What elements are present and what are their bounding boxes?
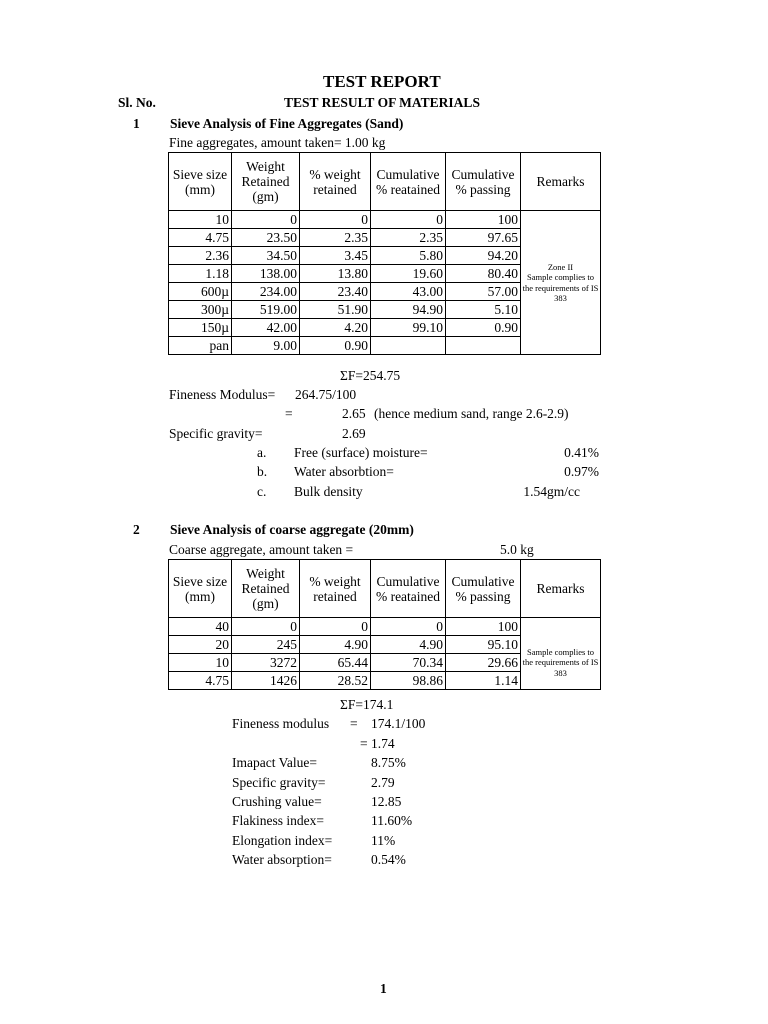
coarse-fm-eq: = xyxy=(350,716,358,731)
col-header: % weight retained xyxy=(300,153,371,211)
table-cell: 29.66 xyxy=(446,654,521,672)
prop-label: Free (surface) moisture= xyxy=(294,445,428,460)
table-cell: 100 xyxy=(446,618,521,636)
table-cell: 138.00 xyxy=(232,265,300,283)
table-cell: 0 xyxy=(300,211,371,229)
col-header: Cumulative % passing xyxy=(446,560,521,618)
section2-heading: Sieve Analysis of coarse aggregate (20mm) xyxy=(170,522,414,537)
coarse-prop-label: Specific gravity= xyxy=(232,775,326,790)
page-number: 1 xyxy=(380,981,387,996)
coarse-prop-value: 11.60% xyxy=(371,813,413,828)
fine-sum: ΣF=254.75 xyxy=(340,368,401,383)
coarse-sum: ΣF=174.1 xyxy=(340,697,394,712)
table-cell: 3.45 xyxy=(300,247,371,265)
table-cell: 0 xyxy=(232,618,300,636)
table-row xyxy=(169,618,601,636)
col-header: Remarks xyxy=(521,560,601,618)
coarse-prop-label: Water absorption= xyxy=(232,852,332,867)
section1-heading: Sieve Analysis of Fine Aggregates (Sand) xyxy=(170,116,404,131)
table-cell: 99.10 xyxy=(371,319,446,337)
prop-index: a. xyxy=(257,445,267,460)
table-cell: 80.40 xyxy=(446,265,521,283)
fineness-modulus-note: (hence medium sand, range 2.6-2.9) xyxy=(374,406,569,421)
table-cell: 1.18 xyxy=(169,265,232,283)
table-cell: 100 xyxy=(446,211,521,229)
table-header-row xyxy=(169,153,601,211)
coarse-prop-value: 8.75% xyxy=(371,755,406,770)
table-cell: 94.90 xyxy=(371,301,446,319)
prop-index: c. xyxy=(257,484,267,499)
col-header: Sieve size (mm) xyxy=(169,560,232,618)
table-header-row xyxy=(169,560,601,618)
table-cell: 0 xyxy=(371,618,446,636)
col-header: Cumulative % passing xyxy=(446,153,521,211)
table-cell: 3272 xyxy=(232,654,300,672)
prop-value: 1.54gm/cc xyxy=(523,484,580,499)
table-cell: 1.14 xyxy=(446,672,521,690)
table-cell: 97.65 xyxy=(446,229,521,247)
coarse-prop-label: Flakiness index= xyxy=(232,813,324,828)
remarks-cell xyxy=(521,636,601,690)
prop-index: b. xyxy=(257,464,268,479)
section1-amount: Fine aggregates, amount taken= 1.00 kg xyxy=(169,135,386,150)
table-cell: 2.35 xyxy=(300,229,371,247)
table-cell xyxy=(371,337,446,355)
table-cell: 0 xyxy=(371,211,446,229)
table-cell: 40 xyxy=(169,618,232,636)
coarse-prop-label: Elongation index= xyxy=(232,833,333,848)
remarks-cell-empty xyxy=(521,618,601,636)
col-header: Cumulative % reatained xyxy=(371,153,446,211)
table-cell: 5.10 xyxy=(446,301,521,319)
table-row xyxy=(169,211,601,229)
table-cell: 300µ xyxy=(169,301,232,319)
table-cell: 600µ xyxy=(169,283,232,301)
fineness-modulus-value: 2.65 xyxy=(342,406,366,421)
table-cell: 65.44 xyxy=(300,654,371,672)
table-cell: 70.34 xyxy=(371,654,446,672)
table-cell: 57.00 xyxy=(446,283,521,301)
table-cell: 23.40 xyxy=(300,283,371,301)
table-cell: 519.00 xyxy=(232,301,300,319)
coarse-aggregate-table xyxy=(168,559,601,690)
remarks-text: Sample complies to the requirements of IS 383 xyxy=(522,272,599,303)
coarse-fm-expr: 174.1/100 xyxy=(371,716,426,731)
table-cell: 2.36 xyxy=(169,247,232,265)
prop-label: Water absorbtion= xyxy=(294,464,394,479)
table-cell: 5.80 xyxy=(371,247,446,265)
coarse-fm-result: = 1.74 xyxy=(360,736,395,751)
table-cell: pan xyxy=(169,337,232,355)
table-cell: 42.00 xyxy=(232,319,300,337)
prop-label: Bulk density xyxy=(294,484,363,499)
table-cell: 0.90 xyxy=(446,319,521,337)
col-header: Remarks xyxy=(521,153,601,211)
table-cell: 4.20 xyxy=(300,319,371,337)
table-cell: 43.00 xyxy=(371,283,446,301)
table-cell: 1426 xyxy=(232,672,300,690)
table-cell: 4.75 xyxy=(169,672,232,690)
table-cell: 13.80 xyxy=(300,265,371,283)
fineness-modulus-eq: = xyxy=(285,406,293,421)
table-cell: 0.90 xyxy=(300,337,371,355)
table-cell: 20 xyxy=(169,636,232,654)
table-cell: 10 xyxy=(169,211,232,229)
table-row xyxy=(169,636,601,654)
table-cell: 98.86 xyxy=(371,672,446,690)
sl-no-label: Sl. No. xyxy=(118,95,156,110)
col-header: Cumulative % reatained xyxy=(371,560,446,618)
table-cell: 0 xyxy=(300,618,371,636)
prop-value: 0.41% xyxy=(564,445,599,460)
section2-amount-label: Coarse aggregate, amount taken = xyxy=(169,542,354,557)
remarks-zone: Zone II xyxy=(547,261,574,272)
page-title: TEST REPORT xyxy=(323,72,441,91)
table-cell: 94.20 xyxy=(446,247,521,265)
table-cell: 4.75 xyxy=(169,229,232,247)
section2-amount-value: 5.0 kg xyxy=(500,542,534,557)
prop-value: 0.97% xyxy=(564,464,599,479)
col-header: % weight retained xyxy=(300,560,371,618)
specific-gravity-label: Specific gravity= xyxy=(169,426,263,441)
table-cell: 51.90 xyxy=(300,301,371,319)
table-cell: 245 xyxy=(232,636,300,654)
specific-gravity-value: 2.69 xyxy=(342,426,366,441)
table-cell: 95.10 xyxy=(446,636,521,654)
table-cell: 34.50 xyxy=(232,247,300,265)
table-cell: 150µ xyxy=(169,319,232,337)
table-cell: 28.52 xyxy=(300,672,371,690)
col-header: Weight Retained (gm) xyxy=(232,560,300,618)
coarse-prop-label: Imapact Value= xyxy=(232,755,317,770)
coarse-fm-label: Fineness modulus xyxy=(232,716,330,731)
table-cell: 4.90 xyxy=(371,636,446,654)
fine-aggregate-table xyxy=(168,152,601,355)
section2-number: 2 xyxy=(133,522,140,537)
table-cell: 9.00 xyxy=(232,337,300,355)
remarks-cell xyxy=(521,211,601,355)
fineness-modulus-expr: 264.75/100 xyxy=(295,387,357,402)
table-cell: 19.60 xyxy=(371,265,446,283)
section1-number: 1 xyxy=(133,116,140,131)
coarse-prop-value: 2.79 xyxy=(371,775,395,790)
fineness-modulus-label: Fineness Modulus= xyxy=(169,387,276,402)
col-header: Sieve size (mm) xyxy=(169,153,232,211)
coarse-prop-value: 11% xyxy=(371,833,396,848)
table-cell: 4.90 xyxy=(300,636,371,654)
coarse-prop-value: 12.85 xyxy=(371,794,402,809)
remarks-text: Sample complies to the requirements of IS 383 xyxy=(522,646,599,678)
subtitle: TEST RESULT OF MATERIALS xyxy=(284,95,480,110)
table-cell: 2.35 xyxy=(371,229,446,247)
table-cell: 10 xyxy=(169,654,232,672)
table-cell: 23.50 xyxy=(232,229,300,247)
coarse-prop-label: Crushing value= xyxy=(232,794,322,809)
table-cell xyxy=(446,337,521,355)
table-cell: 234.00 xyxy=(232,283,300,301)
coarse-prop-value: 0.54% xyxy=(371,852,406,867)
table-cell: 0 xyxy=(232,211,300,229)
col-header: Weight Retained (gm) xyxy=(232,153,300,211)
